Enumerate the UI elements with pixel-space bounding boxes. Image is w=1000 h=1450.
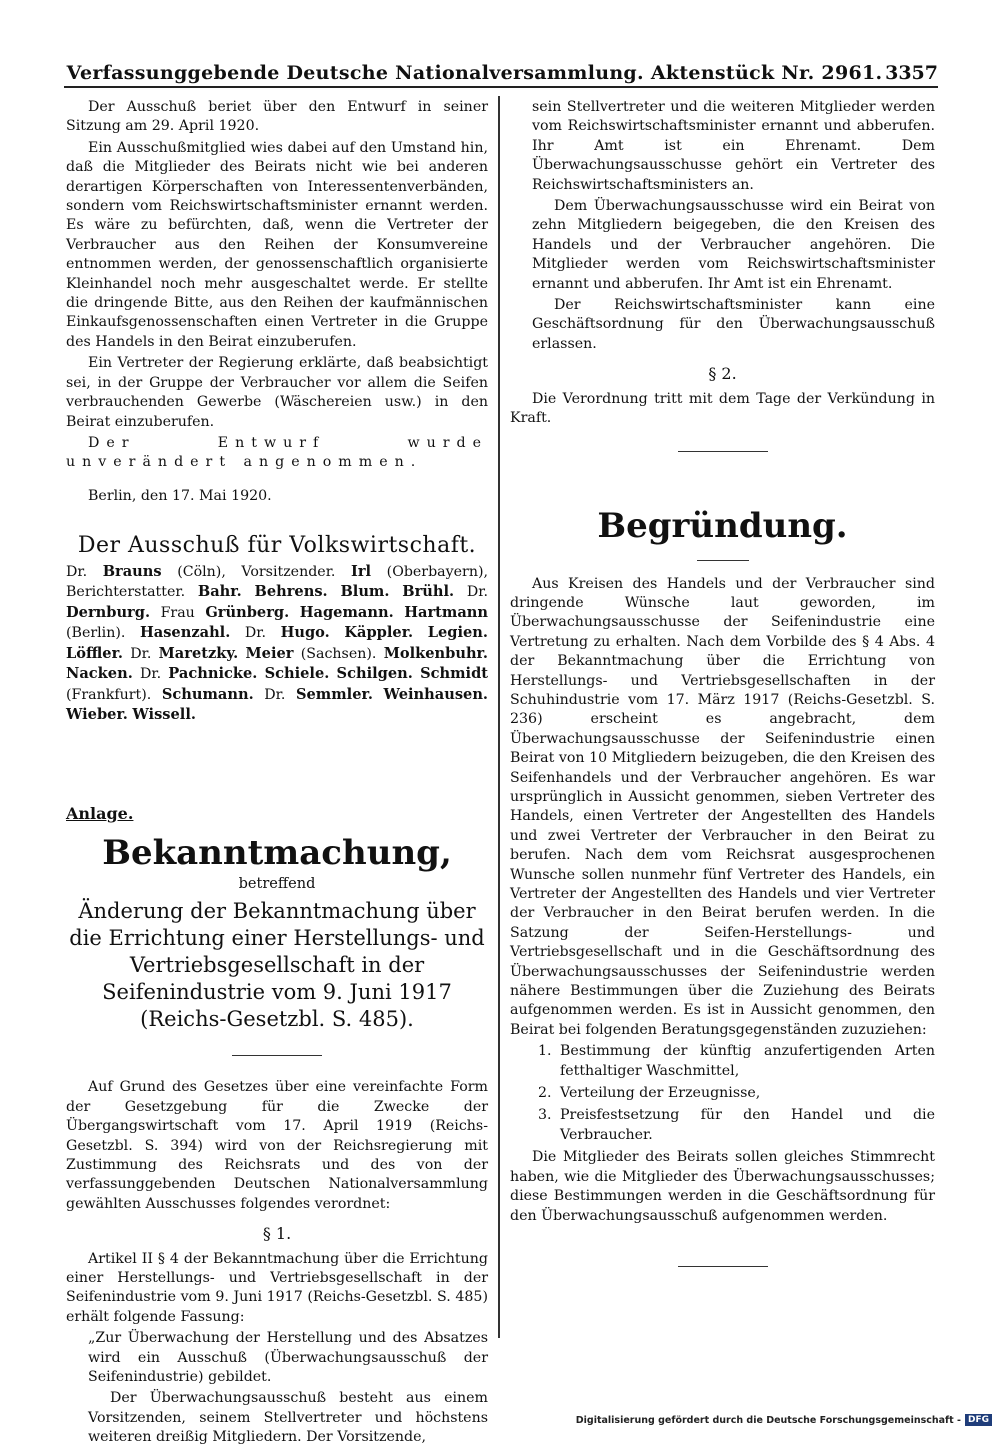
member-name: Brühl. — [402, 583, 455, 601]
member-name: Käppler. — [344, 624, 414, 642]
member-name: Hagemann. — [299, 603, 394, 621]
paragraph: Der Ausschuß beriet über den Entwurf in seiner Sitzung am 29. April 1920. — [66, 99, 488, 135]
committee-members — [66, 562, 488, 726]
member-name: Schilgen. — [336, 665, 413, 683]
page-number: 3357 — [885, 62, 938, 84]
paragraph: Der Reichswirtschaftsminister kann eine Geschäftsordnung für den Überwachungsausschuß erlassen. — [532, 297, 935, 352]
footer-text: Digitalisierung gefördert durch die Deutsche Forschungsgemeinschaft - — [575, 1414, 961, 1426]
member-name: Molkenbuhr. — [383, 644, 488, 662]
paragraph: Artikel II § 4 der Bekanntmachung über die Errichtung einer Herstellungs- und Vertriebsgesellschaft in der Seifenindustrie vom 9. Juni 1917 (Reichs-Gesetzbl. S. 485) erhält folgende Fassung: — [66, 1250, 488, 1325]
committee-member — [140, 625, 245, 641]
committee-member: Irl (Oberbayern), Berichterstatter. — [66, 562, 488, 601]
list-item — [538, 1084, 935, 1103]
committee-member: Hartmann (Berlin). — [66, 603, 489, 642]
paragraph: Dem Überwachungsausschusse wird ein Beirat von zehn Mitgliedern beigegeben, die den Kreisen des Handels und der Verbraucher angehören. Die Mitglieder werden vom Reichswirtschaftsminister ernannt und abberufen. Ihr Amt ist ein Ehrenamt. — [532, 198, 935, 292]
member-name: Hasenzahl. — [139, 624, 231, 642]
running-title: Verfassunggebende Deutsche Nationalversammlung. Aktenstück Nr. 2961. — [66, 62, 883, 84]
page-header — [64, 60, 938, 88]
committee-member — [162, 687, 264, 703]
committee-member: Frau Grünberg. — [160, 603, 290, 621]
committee-member: Schmidt (Frankfurt). — [66, 665, 489, 703]
member-name: Weinhausen. — [383, 685, 489, 703]
member-name: Dernburg. — [66, 603, 151, 621]
separator-rule — [697, 560, 749, 561]
list-number: 3. — [538, 1107, 552, 1124]
paragraph: Auf Grund des Gesetzes über eine vereinfachte Form der Gesetzgebung für die Zwecke der Übergangswirtschaft vom 17. April 1919 (Reichs-Gesetzbl. S. 394) wird von der Reichsregierung mit Zustimmung des Reichsrats und des von der verfassunggebenden Deutschen Nationalversammlung gewählten Ausschusses folgendes verordnet: — [66, 1079, 488, 1212]
member-name: Schiele. — [264, 665, 330, 683]
member-name: Schumann. — [161, 685, 254, 703]
committee-member: Dr. Hugo. — [244, 624, 330, 642]
list-text: Preisfestsetzung für den Handel und die Verbraucher. — [560, 1107, 935, 1143]
committee-member: Dr. Maretzky. — [130, 644, 239, 662]
paragraph: Der Entwurf wurde unverändert angenommen. — [66, 434, 488, 471]
numbered-list — [538, 1042, 935, 1145]
member-name: Pachnicke. — [168, 665, 258, 683]
committee-member — [384, 687, 489, 703]
announcement-betreffend: betreffend — [238, 875, 316, 892]
committee-member — [384, 646, 488, 662]
list-number: 1. — [538, 1043, 552, 1060]
list-number: 2. — [538, 1085, 552, 1102]
committee-member — [132, 707, 196, 723]
committee-member: Dr. Pachnicke. — [139, 665, 258, 683]
paragraph: Ein Ausschußmitglied wies dabei auf den Umstand hin, daß die Mitglieder des Beirats nicht wie bei anderen derartigen Körperschaften von Interessentenverbänden, sondern vom Reichswirtschaftsminister ernannt werden. Es wäre zu befürchten, daß, wenn die Vertreter der Verbraucher aus den Reihen der Konsumvereine entnommen werden, der genossenschaftlich organisierte Kleinhandel noch mehr ausgeschaltet werde. Er stellte die dringende Bitte, aus den Reihen der kaufmännischen Einkaufsgenossenschaften einen Vertreter in die Gruppe des Handels in den Beirat einzuberufen. — [66, 139, 488, 350]
dfg-logo: DFG — [965, 1414, 992, 1426]
member-name: Semmler. — [295, 685, 373, 703]
member-name: Löffler. — [66, 644, 124, 662]
paragraph: Die Verordnung tritt mit dem Tage der Verkündung in Kraft. — [510, 390, 935, 427]
member-name: Wissell. — [132, 706, 196, 724]
paragraph: Ein Vertreter der Regierung erklärte, daß beabsichtigt sei, in der Gruppe der Verbraucher vor allem die Seifen verbrauchenden Gewerbe (Wäschereien usw.) in den Beirat einzuberufen. — [66, 355, 488, 430]
separator-rule — [678, 1266, 768, 1267]
committee-member — [198, 584, 255, 600]
committee-member — [344, 625, 427, 641]
left-column — [66, 98, 488, 1450]
member-name: Wieber. — [66, 706, 128, 724]
committee-title: Der Ausschuß für Volkswirtschaft. — [77, 533, 477, 559]
list-text: Bestimmung der künftig anzufertigenden Arten fetthaltiger Waschmittel, — [560, 1043, 935, 1079]
paragraph: Aus Kreisen des Handels und der Verbraucher sind dringende Wünsche laut geworden, im Überwachungsausschusse der Seifenindustrie eine Vertretung zu erhalten. Nach dem Vorbilde des § 4 Abs. 4 der Bekanntmachung über die Errichtung von Herstellungs- und Vertriebsgesellschaften in der Schuhindustrie vom 17. März 1917 (Reichs-Gesetzbl. S. 236) erscheint es angebracht, dem Überwachungsausschusse der Seifenindustrie einen Beirat von 10 Mitgliedern beizugeben, die den Kreisen des Seifenhandels und der Verbraucher angehören. Es war ursprünglich in Aussicht genommen, sieben Vertreter des Handels, einen Vertreter der Angestellten des Handels und zwei Vertreter der Verbraucher in den Beirat zu berufen. Nach dem vom Reichsrat ausgesprochenen Wunsche sollen nunmehr fünf Vertreter des Handels, ein Vertreter der Angestellten des Handels und vier Vertreter der Verbraucher in den Beirat berufen werden. In die Satzung der Seifen-Herstellungs- und Vertriebsgesellschaft und in die Geschäftsordnung des Überwachungsausschusses der Seifenindustrie werden nähere Bestimmungen über die Zuziehung des Beirats aufgenommen werden. Es ist in Aussicht genommen, den Beirat bei folgenden Beratungsgegenständen zuzuziehen: — [510, 575, 935, 1038]
member-name: Bahr. — [197, 583, 242, 601]
column-divider — [498, 96, 500, 1338]
member-name: Hartmann — [404, 603, 489, 621]
announcement-title: Bekanntmachung, — [102, 832, 452, 873]
signature-date: Berlin, den 17. Mai 1920. — [88, 487, 272, 504]
member-name: Brauns — [102, 562, 162, 580]
member-name: Nacken. — [66, 665, 133, 683]
member-name: Blum. — [340, 583, 390, 601]
committee-member — [300, 605, 404, 621]
committee-member — [66, 646, 130, 662]
member-name: Behrens. — [254, 583, 328, 601]
announcement-subject: Änderung der Bekanntmachung über die Errichtung einer Herstellungs- und Vertriebsgesellschaft in der Seifenindustrie vom 9. Juni 1917 (Reichs-Gesetzbl. S. 485). — [69, 899, 485, 1032]
paragraph: sein Stellvertreter und die weiteren Mitglieder werden vom Reichswirtschaftsminister ernannt und abberufen. Ihr Amt ist ein Ehrenamt. Dem Überwachungsausschusse gehört ein Vertreter des Reichswirtschaftsministers an. — [532, 99, 935, 193]
committee-member — [428, 625, 488, 641]
list-item — [538, 1106, 935, 1145]
paragraph: Die Mitglieder des Beirats sollen gleiches Stimmrecht haben, wie die Mitglieder des Überwachungsausschusses; diese Bestimmungen werden in die Geschäftsordnung für den Überwachungsausschuß aufgenommen werden. — [510, 1149, 935, 1224]
committee-member — [337, 666, 421, 682]
member-name: Maretzky. — [158, 644, 239, 662]
annex-label: Anlage. — [66, 803, 134, 823]
member-name: Schmidt — [420, 665, 489, 683]
separator-rule — [678, 451, 768, 452]
member-name: Meier — [245, 644, 294, 662]
digitization-footer — [576, 1414, 992, 1426]
committee-member — [66, 707, 132, 723]
justification-title: Begründung. — [597, 505, 848, 546]
right-column — [510, 98, 935, 1289]
committee-member: Meier (Sachsen). — [245, 644, 384, 662]
section-heading: § 2. — [708, 364, 737, 384]
quoted-paragraph: Der Überwachungsausschuß besteht aus einem Vorsitzenden, seinem Stellvertreter und höchstens weiteren dreißig Mitgliedern. Der Vorsitzende, — [88, 1390, 488, 1446]
committee-member — [255, 584, 341, 600]
list-text: Verteilung der Erzeugnisse, — [560, 1085, 761, 1102]
member-name: Legien. — [427, 624, 488, 642]
committee-member: Dr. Brauns (Cöln), Vorsitzender. — [66, 562, 352, 580]
committee-member — [66, 666, 140, 682]
committee-member: Dr. Dernburg. — [66, 584, 489, 621]
separator-rule — [232, 1055, 322, 1056]
committee-member — [402, 584, 467, 600]
quoted-paragraph: „Zur Überwachung der Herstellung und des Absatzes wird ein Ausschuß (Überwachungsausschuß der Seifenindustrie) gebildet. — [88, 1330, 488, 1386]
list-item — [538, 1042, 935, 1081]
committee-member: Dr. Semmler. — [264, 685, 373, 703]
committee-member — [265, 666, 337, 682]
member-name: Irl — [351, 562, 372, 580]
member-name: Hugo. — [280, 624, 330, 642]
section-heading: § 1. — [262, 1224, 292, 1244]
committee-member — [340, 584, 402, 600]
member-name: Grünberg. — [205, 603, 290, 621]
